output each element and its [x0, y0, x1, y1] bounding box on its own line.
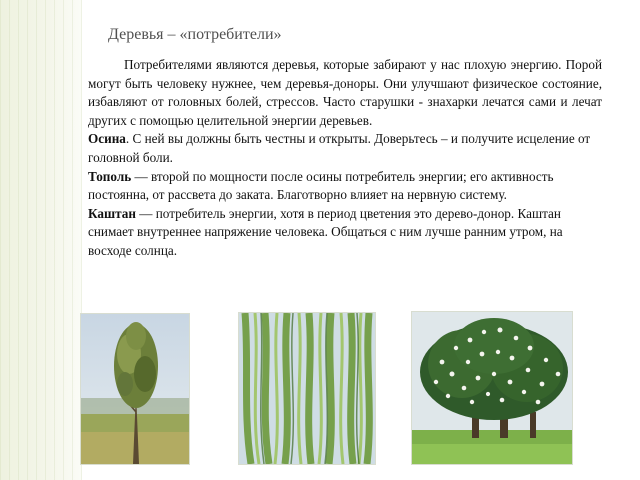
- tree-paragraph-poplar: [88, 168, 602, 205]
- tree-description-aspen: . С ней вы должны быть честны и открыты. Доверьтесь – и получите исцеление от головной боли.: [88, 131, 591, 165]
- intro-paragraph: Потребителями являются деревья, которые забирают у нас плохую энергию. Порой могут быть человеку нужнее, чем деревья-доноры. Они улучшают физическое состояние, избавляют от головных болей, стрессов. Часто старушки - знахарки лечатся сами и лечат других с помощью целительной энергии деревьев.: [88, 57, 602, 128]
- tree-name-poplar: Тополь: [88, 168, 132, 184]
- tree-paragraph-aspen: [88, 130, 602, 167]
- tree-description-chestnut: — потребитель энергии, хотя в период цветения это дерево-донор. Каштан снимает внутреннее напряжение человека. Общаться с ним лучше ранним утром, на восходе солнца.: [88, 205, 563, 258]
- chestnut-tree-image: [412, 312, 572, 464]
- slide-title: Деревья – «потребители»: [108, 26, 282, 43]
- chestnut-photo: [411, 311, 573, 465]
- tree-paragraph-chestnut: [88, 205, 602, 261]
- tree-name-aspen: Осина: [88, 131, 126, 147]
- slide-text-body: [88, 56, 602, 261]
- aspen-photo: [80, 313, 190, 465]
- tree-name-chestnut: Каштан: [88, 205, 136, 221]
- decorative-side-stripes: [0, 0, 82, 480]
- poplar-photo: [238, 312, 376, 465]
- tree-description-poplar: — второй по мощности после осины потребитель энергии; его активность постоянна, от рассвета до заката. Благотворно влияет на нервную систему.: [88, 168, 554, 203]
- poplar-branches-image: [239, 313, 375, 464]
- aspen-tree-image: [81, 314, 189, 464]
